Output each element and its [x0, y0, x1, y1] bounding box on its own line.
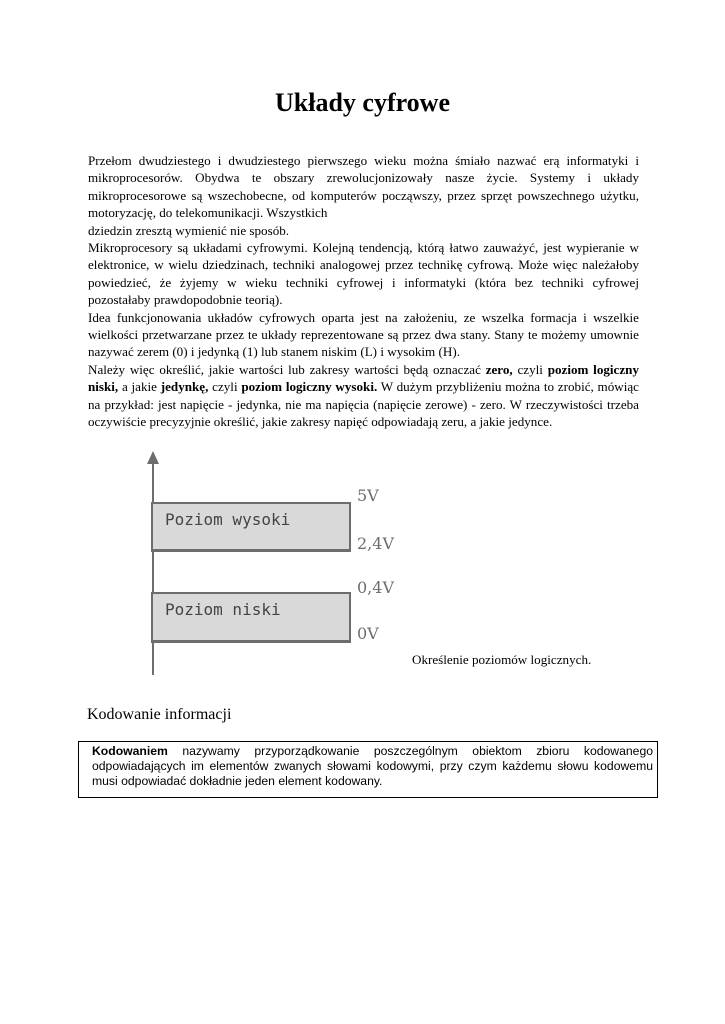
high-level-bar: Poziom wysoki	[151, 502, 351, 552]
label-2-4v: 2,4V	[357, 534, 394, 553]
definition-text: nazywamy przyporządkowanie poszczególnym obiektom zbioru kodowanego odpowiadających im elementów zwanych słowami kodowymi, przy czym każdemu słowu kodowemu musi odpowiadać dokładnie jeden element kodowany.	[92, 744, 653, 788]
paragraph-3: Idea funkcjonowania układów cyfrowych oparta jest na założeniu, ze wszelka formacja i wszelkie wielkości przetwarzane przez te układy reprezentowane są przez dwa stany. Stany te możemy umownie nazywać zerem (0) i jedynką (1) lub stanem niskim (L) i wysokim (H).	[88, 309, 639, 360]
body-text	[88, 152, 639, 431]
p4-text-e: a jakie	[118, 379, 161, 395]
label-0-4v: 0,4V	[357, 578, 394, 597]
page-title: Układy cyfrowe	[274, 88, 450, 117]
label-5v: 5V	[357, 486, 379, 505]
p4-text-i: W dużym przybliżeniu można to zrobić, mówiąc na przykład: jest napięcie - jedynka, nie ma napięcia (napięcie zerowe) - zero. W rzeczywistości trzeba oczywiście precyzyjnie określić, jakie zakresy napięć odpowiadają zeru, a jakie jedynce.	[88, 379, 639, 430]
paragraph-1: Przełom dwudziestego i dwudziestego pierwszego wieku można śmiało nazwać erą informatyki i mikroprocesorów. Obydwa te obszary zrewolucjonizowały nasze życie. Systemy i układy mikroprocesorowe są wszechobecne, od komputerów począwszy, przez sprzęt powszechnego użytku, motoryzację, do telekomunikacji. Wszystkich	[88, 153, 639, 221]
p4-bold-high-level: poziom logiczny wysoki.	[241, 379, 378, 395]
definition-box	[78, 741, 658, 798]
section-heading: Kodowanie informacji	[87, 706, 232, 723]
label-0v: 0V	[357, 624, 379, 643]
paragraph-2: Mikroprocesory są układami cyfrowymi. Kolejną tendencją, którą łatwo zauważyć, jest wypieranie w elektronice, w wielu dziedzinach, techniki analogowej przez technikę cyfrową. Może więc należałoby powiedzieć, że żyjemy w wieku techniki cyfrowej i informatyki (która bez techniki cyfrowej pozostałaby prawdopodobnie teorią).	[88, 240, 639, 308]
paragraph-1-continuation: dziedzin zresztą wymienić nie sposób.	[88, 222, 290, 238]
p4-text-g: czyli	[208, 379, 242, 395]
figure-caption: Określenie poziomów logicznych.	[412, 652, 592, 667]
logic-levels-figure	[135, 450, 435, 675]
p4-bold-zero: zero,	[485, 361, 513, 377]
p4-text-c: czyli	[512, 361, 548, 377]
definition-term: Kodowaniem	[92, 744, 168, 758]
low-level-bar: Poziom niski	[151, 592, 351, 643]
p4-bold-low-level: poziom logiczny niski,	[88, 361, 640, 395]
p4-bold-one: jedynkę,	[160, 379, 209, 395]
p4-text-a: Należy więc określić, jakie wartości lub zakresy wartości będą oznaczać	[88, 361, 486, 377]
paragraph-4	[88, 361, 639, 431]
